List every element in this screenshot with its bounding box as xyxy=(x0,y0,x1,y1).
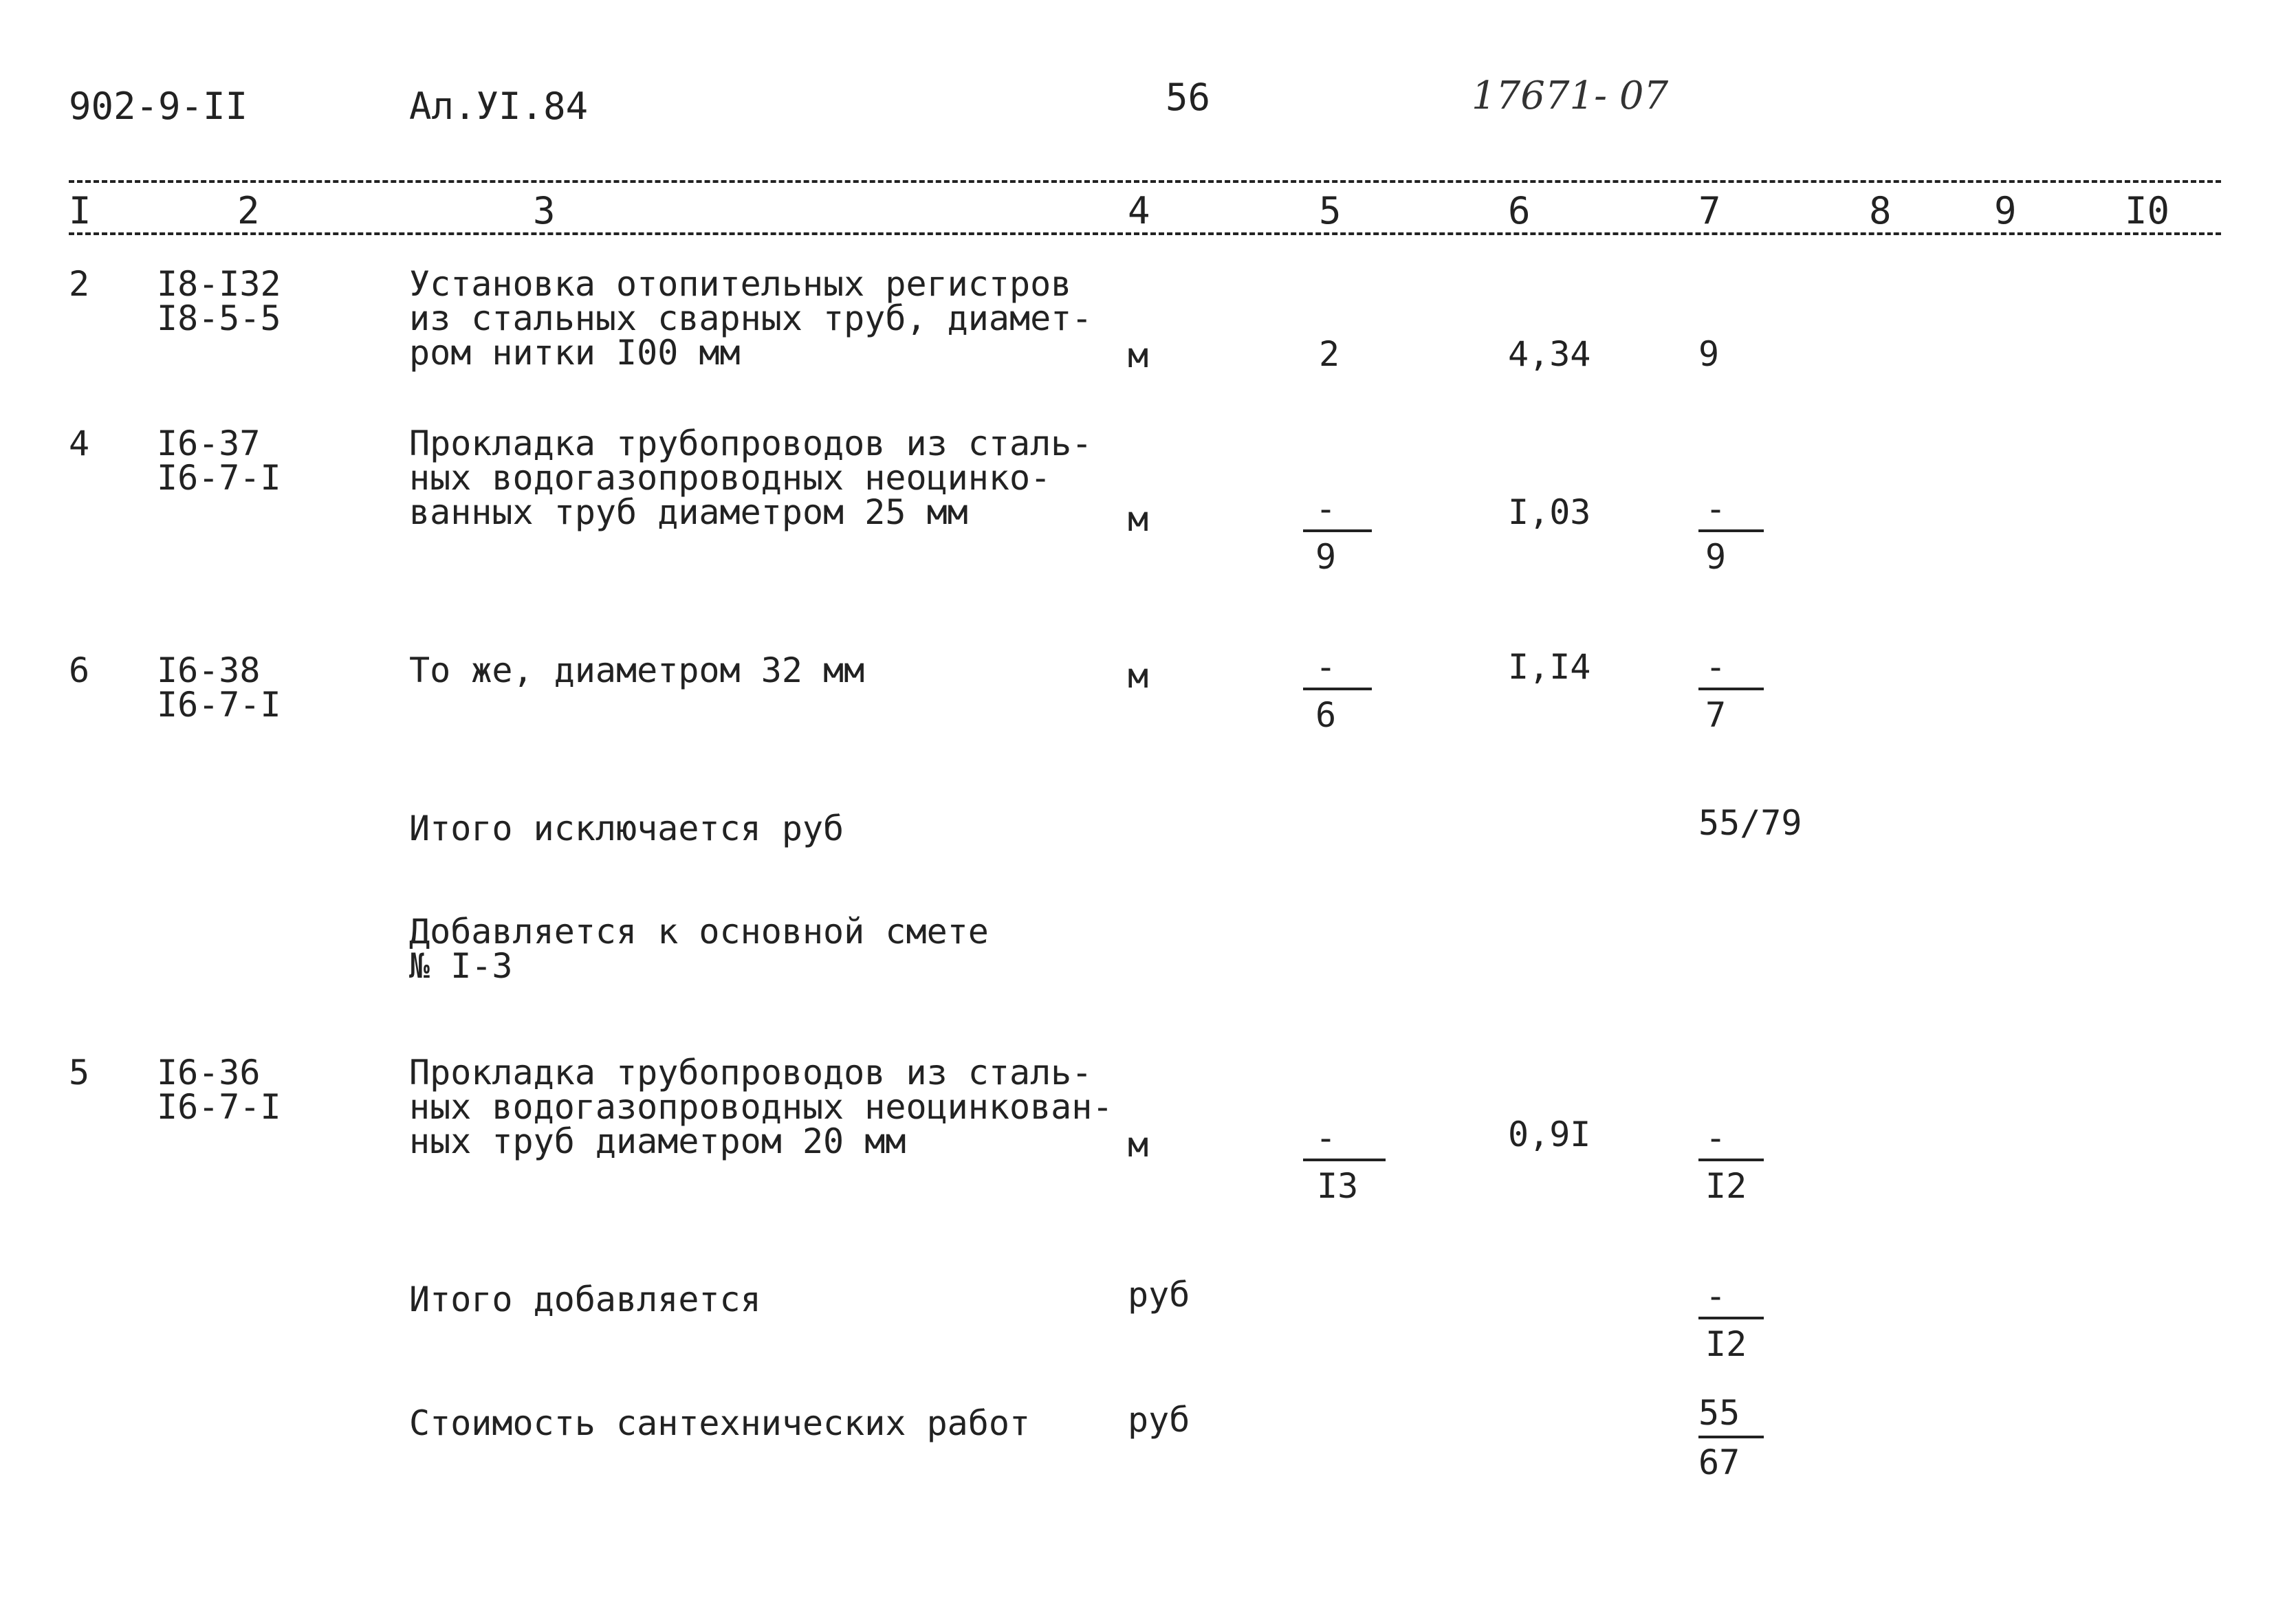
description-line: ром нитки I00 мм xyxy=(409,333,741,373)
fraction-bar xyxy=(1303,1159,1386,1161)
description-line: ных водогазопроводных неоцинко- xyxy=(409,458,1051,498)
row-number: 6 xyxy=(69,650,90,690)
unit: м xyxy=(1128,1125,1149,1165)
column-number-6: 6 xyxy=(1508,189,1531,232)
inventory-number: 17671- 07 xyxy=(1472,74,1669,118)
fraction-bar xyxy=(1303,688,1372,690)
fraction-bar xyxy=(1303,529,1372,532)
total-denominator: 7 xyxy=(1705,695,1727,735)
fraction-bar xyxy=(1698,529,1764,532)
column-number-1: I xyxy=(69,189,91,232)
total-numerator: - xyxy=(1705,1118,1727,1158)
norm-code: I6-38 xyxy=(157,650,261,690)
unit: м xyxy=(1128,499,1149,539)
total-numerator: - xyxy=(1705,647,1727,687)
unit: м xyxy=(1128,336,1149,375)
column-number-10: I0 xyxy=(2125,189,2170,232)
column-number-4: 4 xyxy=(1128,189,1150,232)
total-label: Стоимость сантехнических работ xyxy=(409,1403,1031,1443)
header-rule-bottom xyxy=(69,232,2221,235)
unit: руб xyxy=(1128,1275,1190,1315)
series-code: 902-9-II xyxy=(69,85,248,128)
fraction-bar xyxy=(1698,1317,1764,1319)
description-line: То же, диаметром 32 мм xyxy=(409,650,865,690)
total-denominator: 67 xyxy=(1698,1442,1740,1482)
row-number: 2 xyxy=(69,264,90,304)
price-code: I8-5-5 xyxy=(157,298,281,338)
row-number: 4 xyxy=(69,424,90,463)
description-line: ных водогазопроводных неоцинкован- xyxy=(409,1087,1113,1127)
price-code: I6-7-I xyxy=(157,1087,281,1127)
row-number: 5 xyxy=(69,1053,90,1093)
description-line: Прокладка трубопроводов из сталь- xyxy=(409,1053,1093,1093)
unit-price: I,I4 xyxy=(1508,647,1591,687)
subtotal-label: Итого добавляется xyxy=(409,1280,761,1319)
unit-price: I,03 xyxy=(1508,492,1591,532)
description-line: ных труб диаметром 20 мм xyxy=(409,1121,906,1161)
total-denominator: I2 xyxy=(1705,1324,1747,1364)
column-number-7: 7 xyxy=(1698,189,1721,232)
quantity-numerator: - xyxy=(1315,489,1337,529)
header-rule-top xyxy=(69,180,2221,183)
fraction-bar xyxy=(1698,688,1764,690)
norm-code: I6-36 xyxy=(157,1053,261,1093)
column-number-9: 9 xyxy=(1994,189,2017,232)
price-code: I6-7-I xyxy=(157,685,281,725)
fraction-bar xyxy=(1698,1436,1764,1438)
description-line: Прокладка трубопроводов из сталь- xyxy=(409,424,1093,463)
unit-price: 0,9I xyxy=(1508,1115,1591,1154)
column-number-8: 8 xyxy=(1869,189,1892,232)
unit: м xyxy=(1128,656,1149,696)
album-code: Ал.УI.84 xyxy=(409,85,589,128)
column-number-2: 2 xyxy=(237,189,260,232)
page-number: 56 xyxy=(1166,76,1211,119)
total-cost: 9 xyxy=(1698,334,1720,374)
unit-price: 4,34 xyxy=(1508,334,1591,374)
norm-code: I6-37 xyxy=(157,424,261,463)
section-heading-line: № I-3 xyxy=(409,946,513,986)
total-numerator: - xyxy=(1705,1276,1727,1316)
quantity-denominator: I3 xyxy=(1317,1166,1359,1206)
quantity-numerator: - xyxy=(1315,647,1337,687)
unit: руб xyxy=(1128,1400,1190,1440)
description-line: Установка отопительных регистров xyxy=(409,264,1072,304)
subtotal-label: Итого исключается руб xyxy=(409,809,844,848)
total-numerator: 55 xyxy=(1698,1393,1740,1433)
norm-code: I8-I32 xyxy=(157,264,281,304)
description-line: ванных труб диаметром 25 мм xyxy=(409,492,968,532)
total-numerator: - xyxy=(1705,489,1727,529)
section-heading-line: Добавляется к основной смете xyxy=(409,912,989,952)
description-line: из стальных сварных труб, диамет- xyxy=(409,298,1093,338)
quantity: 2 xyxy=(1319,334,1340,374)
subtotal-value: 55/79 xyxy=(1698,803,1802,843)
quantity-denominator: 6 xyxy=(1315,695,1337,735)
quantity-numerator: - xyxy=(1315,1118,1337,1158)
quantity-denominator: 9 xyxy=(1315,537,1337,577)
column-number-5: 5 xyxy=(1319,189,1342,232)
total-denominator: 9 xyxy=(1705,537,1727,577)
price-code: I6-7-I xyxy=(157,458,281,498)
column-number-3: 3 xyxy=(533,189,556,232)
total-denominator: I2 xyxy=(1705,1166,1747,1206)
fraction-bar xyxy=(1698,1159,1764,1161)
